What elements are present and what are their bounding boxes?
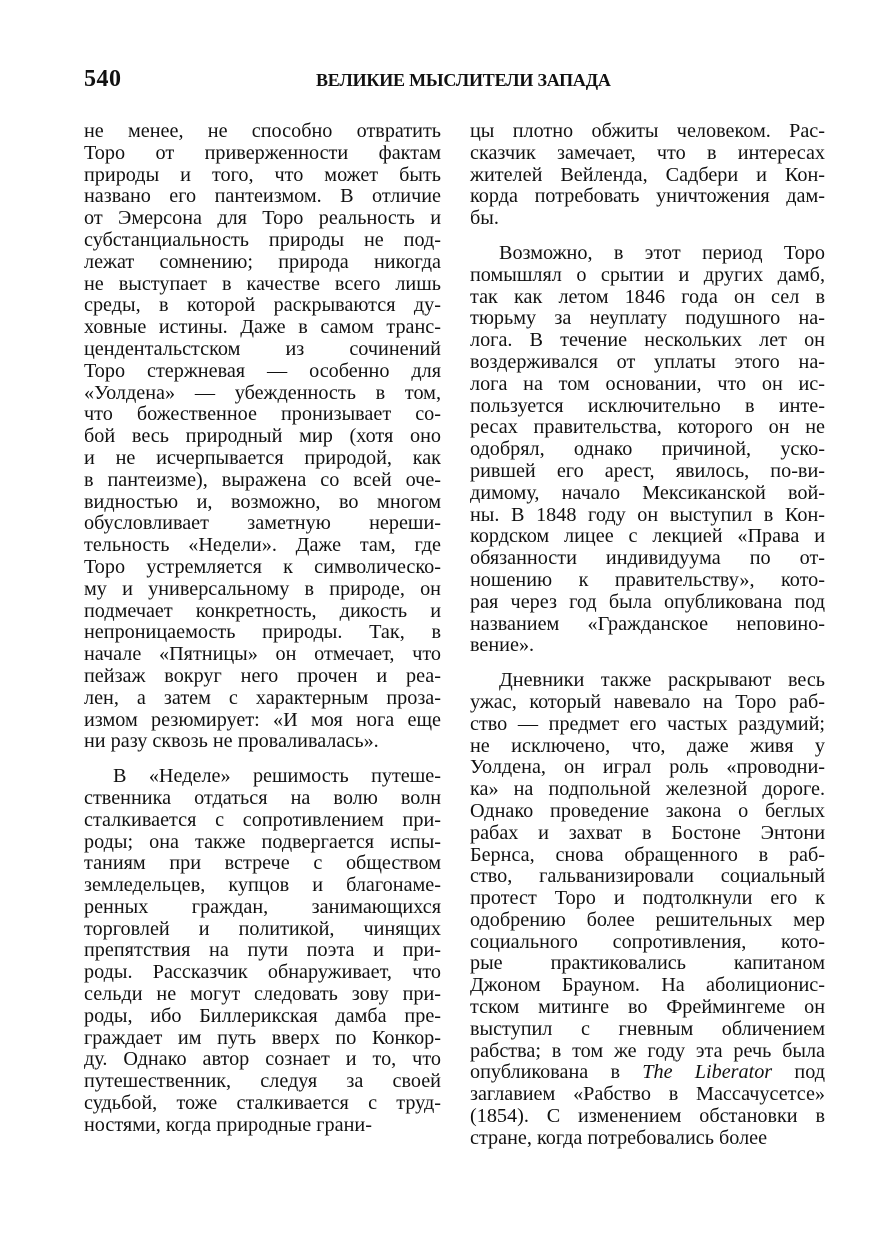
text-span: ство, гальванизировали социальный — [470, 865, 825, 888]
text-span: непроницаемость природы. Так, в — [84, 621, 441, 644]
text-line — [84, 1028, 441, 1050]
text-line — [84, 853, 441, 875]
text-line — [470, 975, 825, 997]
text-span: Однако проведение закона о беглых — [470, 799, 825, 822]
text-span: лога. В течение нескольких лет он — [470, 329, 825, 352]
text-line — [470, 208, 825, 230]
text-line — [84, 644, 441, 666]
text-line — [84, 622, 441, 644]
text-span: ни разу сквозь не проваливалась». — [84, 730, 379, 753]
text-line — [470, 526, 825, 548]
text-line — [84, 426, 441, 448]
text-span: воздерживался от уплаты этого на- — [470, 350, 825, 373]
text-span: таниям при встрече с обществом — [84, 852, 441, 875]
text-span: ренных граждан, занимающихся — [84, 895, 441, 918]
text-line — [84, 383, 441, 405]
text-span: (1854). С изменением обстановки в — [470, 1105, 825, 1128]
text-line — [470, 635, 825, 657]
text-span: граждает им путь вверх по Конкор- — [84, 1026, 441, 1049]
text-line — [84, 1049, 441, 1071]
text-line — [84, 1115, 441, 1137]
text-line — [470, 121, 825, 143]
text-span: ностями, когда природные грани- — [84, 1113, 372, 1136]
text-line — [470, 1128, 825, 1150]
text-line — [84, 810, 441, 832]
text-line — [470, 888, 825, 910]
text-span: ужас, который навевало на Торо раб- — [470, 690, 825, 713]
text-span: видностью и, возможно, во многом — [84, 490, 441, 513]
text-span: ховные истины. Даже в самом транс- — [84, 316, 441, 339]
text-span: заглавием «Рабство в Массачусетсе» — [470, 1083, 825, 1106]
text-span: ство — предмет его частых раздумий; — [470, 712, 825, 735]
text-line — [470, 1041, 825, 1063]
text-span: корда потребовать уничтожения дам- — [470, 185, 825, 208]
text-line — [84, 404, 441, 426]
text-line — [470, 417, 825, 439]
text-span: социального сопротивления, кото- — [470, 930, 825, 953]
text-span: Торо от приверженности фактам — [84, 141, 441, 164]
text-line — [470, 614, 825, 636]
text-span: роды, ибо Биллерикская дамба пре- — [84, 1004, 441, 1027]
text-line — [84, 535, 441, 557]
publication-title: The Liberator — [642, 1061, 773, 1084]
text-line — [470, 779, 825, 801]
text-span: тюрьму за неуплату подушного на- — [470, 307, 825, 330]
text-span: вение». — [470, 634, 535, 657]
text-span: Торо стержневая — особенно для — [84, 359, 441, 382]
text-span: ка» на подпольной железной дороге. — [470, 778, 825, 801]
text-line — [84, 579, 441, 601]
text-span: не менее, не способно отвратить — [84, 120, 441, 142]
paragraph — [470, 670, 825, 1150]
text-line — [470, 932, 825, 954]
text-line — [470, 165, 825, 187]
text-span: путешественник, следуя за своей — [84, 1070, 441, 1093]
text-line — [470, 439, 825, 461]
text-line — [470, 1019, 825, 1041]
text-line — [84, 361, 441, 383]
text-line — [84, 919, 441, 941]
text-line — [84, 252, 441, 274]
text-line — [470, 866, 825, 888]
text-line — [84, 788, 441, 810]
text-line — [470, 997, 825, 1019]
text-line — [84, 557, 441, 579]
text-line — [470, 308, 825, 330]
text-span: субстанциальность природы не под- — [84, 228, 441, 251]
paragraph — [470, 121, 825, 230]
text-span: Торо устремляется к символическо- — [84, 555, 441, 578]
text-span: торговлей и политикой, чинящих — [84, 917, 441, 940]
text-line — [470, 714, 825, 736]
text-span: тельность «Недели». Даже там, где — [84, 534, 441, 557]
text-line — [84, 274, 441, 296]
text-line — [84, 317, 441, 339]
text-line — [84, 710, 441, 732]
text-line — [470, 186, 825, 208]
text-span: не исключено, что, даже живя у — [470, 734, 825, 757]
text-line — [470, 801, 825, 823]
page-number: 540 — [84, 66, 122, 92]
text-span: рая через год была опубликована под — [470, 590, 825, 613]
text-span: в пантеизме), выражена со всей оче- — [84, 468, 441, 491]
text-span: ду. Однако автор сознает и то, что — [84, 1048, 441, 1071]
text-line — [84, 295, 441, 317]
text-span: кордском лицее с лекцией «Права и — [470, 525, 825, 548]
text-span: жителей Вейленда, Садбери и Кон- — [470, 163, 825, 186]
paragraph — [470, 243, 825, 657]
text-span: сельди не могут следовать зову при- — [84, 983, 441, 1006]
text-span: рабах и захват в Бостоне Энтони — [470, 821, 825, 844]
text-line — [470, 396, 825, 418]
text-line — [84, 492, 441, 514]
text-span: му и универсальному в природе, он — [84, 577, 441, 600]
text-line — [470, 548, 825, 570]
text-span: препятствия на пути поэта и при- — [84, 939, 441, 962]
paragraph — [84, 766, 441, 1137]
text-line — [470, 461, 825, 483]
text-span: начале «Пятницы» он отмечает, что — [84, 643, 441, 666]
text-span: бы. — [470, 207, 499, 230]
text-line — [84, 731, 441, 753]
text-line — [470, 505, 825, 527]
text-span: опубликована в — [470, 1061, 643, 1084]
text-span: судьбой, тоже сталкивается с труд- — [84, 1092, 441, 1115]
text-span: тском митинге во Фреймингеме он — [470, 996, 825, 1019]
text-span: ношению к правительству», кото- — [470, 568, 825, 591]
text-span: названием «Гражданское неповино- — [470, 612, 825, 635]
text-span: что божественное пронизывает со- — [84, 403, 441, 426]
paragraph — [84, 121, 441, 753]
text-line — [84, 339, 441, 361]
text-span: не выступает в качестве всего лишь — [84, 272, 441, 295]
running-title: ВЕЛИКИЕ МЫСЛИТЕЛИ ЗАПАДА — [316, 70, 611, 90]
text-span: цендентальстском из сочинений — [84, 337, 441, 360]
text-line — [84, 448, 441, 470]
text-span: рившей его арест, явилось, по-ви- — [470, 459, 825, 482]
text-span: димому, начало Мексиканской вой- — [470, 481, 825, 504]
text-span: одобрению более решительных мер — [470, 908, 825, 931]
text-span: обусловливает заметную нереши- — [84, 512, 441, 535]
text-span: стране, когда потребовались более — [470, 1126, 768, 1149]
text-span: лога на том основании, что он ис- — [470, 372, 825, 395]
text-span: природы и того, что может быть — [84, 163, 441, 186]
text-line — [84, 230, 441, 252]
text-span: выступил с гневным обличением — [470, 1017, 825, 1040]
text-line — [470, 352, 825, 374]
text-line — [84, 666, 441, 688]
text-span: ны. В 1848 году он выступил в Кон- — [470, 503, 825, 526]
text-line — [84, 208, 441, 230]
text-span: пользуется исключительно в инте- — [470, 394, 825, 417]
text-span: Бернса, снова обращенного в раб- — [470, 843, 825, 866]
text-span: Дневники также раскрывают весь — [499, 669, 825, 692]
text-line — [470, 143, 825, 165]
text-line — [84, 186, 441, 208]
left-text-column — [84, 121, 441, 1137]
text-span: сталкивается с сопротивлением при- — [84, 808, 441, 831]
text-span: под — [772, 1061, 825, 1084]
text-line — [470, 845, 825, 867]
text-line — [84, 962, 441, 984]
text-span: от Эмерсона для Торо реальность и — [84, 207, 441, 230]
text-span: подмечает конкретность, дикость и — [84, 599, 441, 622]
text-line — [84, 513, 441, 535]
text-line — [470, 330, 825, 352]
text-line — [470, 592, 825, 614]
text-span: рабства; в том же году эта речь была — [470, 1039, 825, 1062]
text-span: Возможно, в этот период Торо — [499, 241, 825, 264]
text-span: среды, в которой раскрываются ду- — [84, 294, 441, 317]
text-line — [84, 1071, 441, 1093]
text-span: цы плотно обжиты человеком. Рас- — [470, 120, 825, 142]
text-line — [470, 243, 825, 265]
text-span: и не исчерпывается природой, как — [84, 446, 441, 469]
text-span: ственника отдаться на волю волн — [84, 786, 441, 809]
text-span: одобрял, однако причиной, уско- — [470, 438, 825, 461]
text-span: В «Неделе» решимость путеше- — [113, 765, 441, 788]
text-line — [470, 670, 825, 692]
text-span: сказчик замечает, что в интересах — [470, 141, 825, 164]
text-span: лежат сомнению; природа никогда — [84, 250, 441, 273]
text-line — [470, 1106, 825, 1128]
text-span: роды; она также подвергается испы- — [84, 830, 441, 853]
text-span: роды. Рассказчик обнаруживает, что — [84, 961, 441, 984]
text-span: измом резюмирует: «И моя нога еще — [84, 708, 441, 731]
text-line — [84, 940, 441, 962]
text-line — [84, 984, 441, 1006]
text-span: лен, а затем с характерным проза- — [84, 686, 441, 709]
text-line — [470, 823, 825, 845]
text-span: пейзаж вокруг него прочен и реа- — [84, 664, 441, 687]
text-line — [84, 1006, 441, 1028]
text-line — [84, 1093, 441, 1115]
text-line — [84, 766, 441, 788]
text-line — [470, 483, 825, 505]
text-line — [84, 688, 441, 710]
text-line — [84, 875, 441, 897]
text-span: протест Торо и подтолкнули его к — [470, 887, 825, 910]
text-line — [470, 570, 825, 592]
text-span: Джоном Брауном. На аболиционис- — [470, 974, 825, 997]
text-span: ресах правительства, которого он не — [470, 416, 825, 439]
text-span: бой весь природный мир (хотя оно — [84, 425, 441, 448]
text-span: Уолдена, он играл роль «проводни- — [470, 756, 825, 779]
text-span: так как летом 1846 года он сел в — [470, 285, 825, 308]
text-line — [84, 470, 441, 492]
text-span: «Уолдена» — убежденность в том, — [84, 381, 441, 404]
text-span: земледельцев, купцов и благонаме- — [84, 874, 441, 897]
text-span: обязанности индивидуума по от- — [470, 547, 825, 570]
text-span: рые практиковались капитаном — [470, 952, 825, 975]
text-span: названо его пантеизмом. В отличие — [84, 185, 441, 208]
text-line — [84, 897, 441, 919]
text-line — [84, 832, 441, 854]
text-line — [470, 1062, 825, 1084]
text-line — [84, 121, 441, 143]
text-line — [470, 692, 825, 714]
text-line — [470, 757, 825, 779]
text-line — [470, 736, 825, 758]
text-line — [470, 1084, 825, 1106]
text-line — [470, 265, 825, 287]
right-text-column — [470, 121, 825, 1150]
text-line — [470, 287, 825, 309]
text-line — [470, 910, 825, 932]
text-line — [84, 601, 441, 623]
text-line — [470, 953, 825, 975]
text-line — [84, 165, 441, 187]
text-line — [84, 143, 441, 165]
text-line — [470, 374, 825, 396]
text-span: помышлял о срытии и других дамб, — [470, 263, 825, 286]
